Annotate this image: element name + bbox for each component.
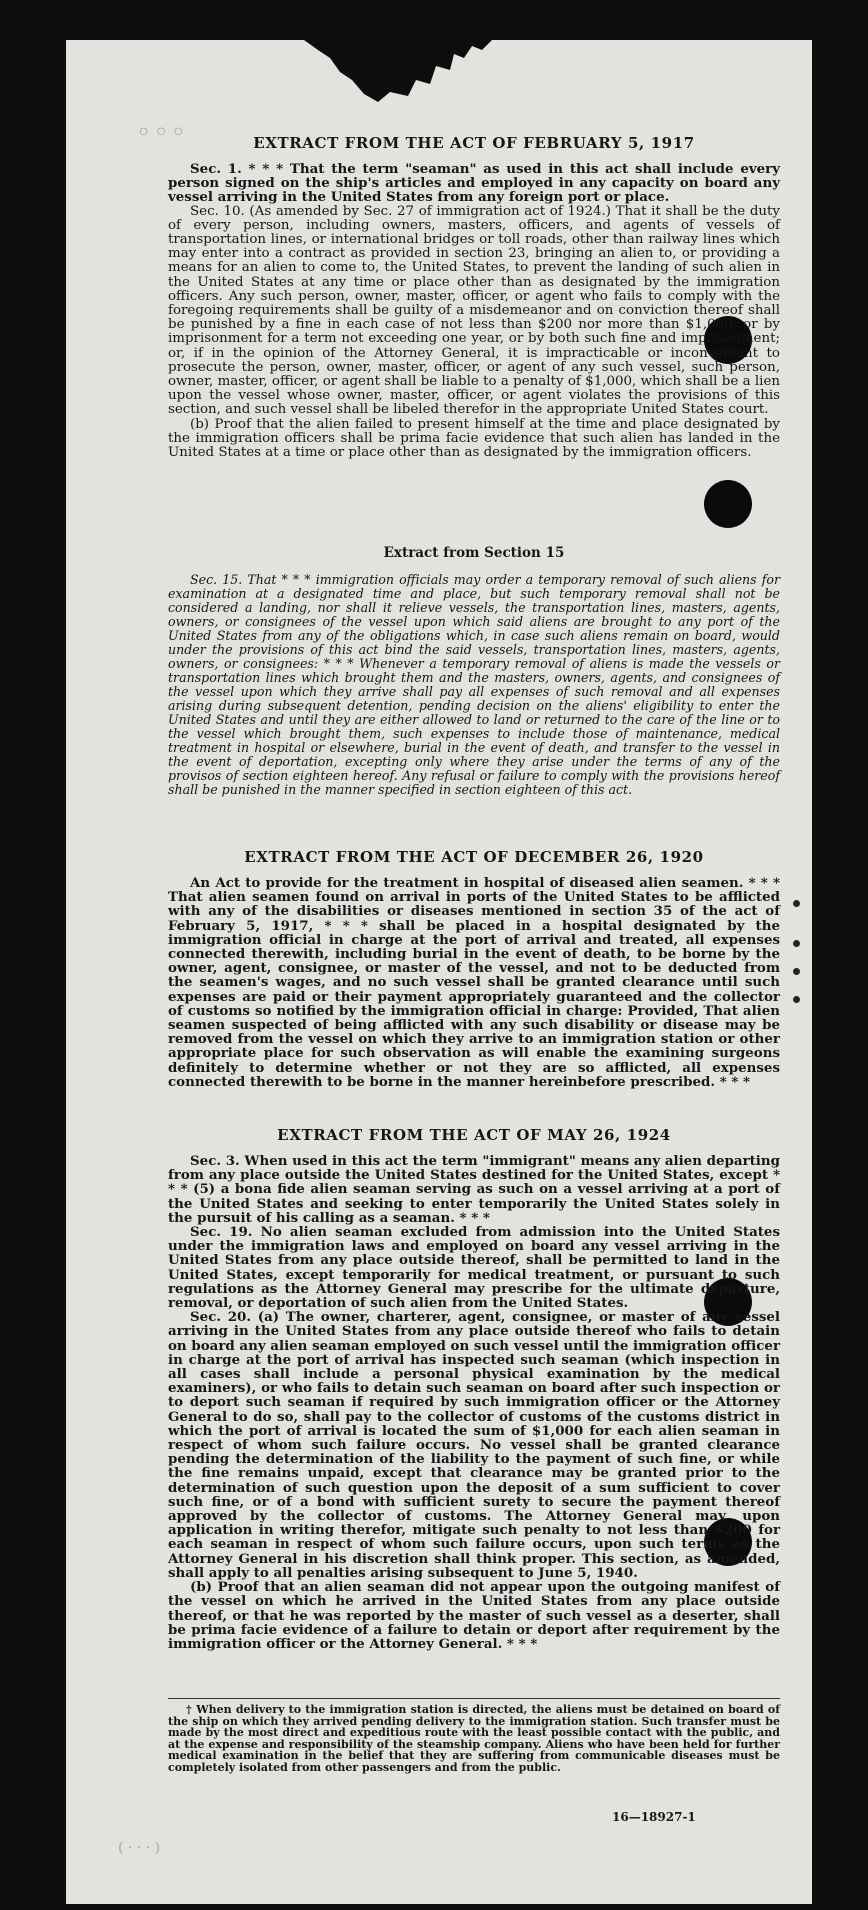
margin-dot bbox=[793, 940, 800, 947]
paragraph: (b) Proof that an alien seaman did not appear upon the outgoing manifest of the vessel on which he arrived in the United States from any place outside thereof, or that he was reported by the master of such vessel as a deserter, shall be prima facie evidence of a failure to detain or deport after requirement by the immigration officer or the Attorney General. * * * bbox=[168, 1579, 780, 1652]
punch-hole bbox=[704, 480, 752, 528]
section-may-1924 bbox=[168, 1126, 780, 1651]
footnote-text: † When delivery to the immigration station is directed, the aliens must be detained on board of the ship on which they arrived pending delivery to the immigration station. Such transfer must be made by the most direct and expeditious route with the least possible contact with the public, and at the expense and responsibility of the steamship company. Aliens who have been held for further medical examination in the belief that they are suffering from communicable diseases must be completely isolated from other passengers and from the public. bbox=[168, 1703, 780, 1774]
document-page bbox=[66, 40, 812, 1904]
paragraph: Sec. 10. (As amended by Sec. 27 of immigration act of 1924.) That it shall be the duty of every person, including owners, masters, officers, and agents of vessels of transportation lines, or international bridges or toll roads, other than railway lines which may enter into a contract as provided in section 23, bringing an alien to, or providing a means for an alien to come to, the United States, to prevent the landing of such alien in the United States at any time or place other than as designated by the immigration officers. Any such person, owner, master, officer, or agent who fails to comply with the foregoing requirements shall be guilty of a misdemeanor and on conviction thereof shall be punished by a fine in each case of not less than $200 nor more than $1,000, or by imprisonment for a term not exceeding one year, or by both such fine and imprisonment; or, if in the opinion of the Attorney General, it is impracticable or inconvenient to prosecute the person, owner, master, officer, or agent of any such vessel, such person, owner, master, officer, or agent shall be liable to a penalty of $1,000, which shall be a lien upon the vessel whose owner, master, officer, or agent violates the provisions of this section, and such vessel shall be libeled therefor in the appropriate United States court. bbox=[168, 203, 780, 418]
section-feb-1917 bbox=[168, 134, 780, 460]
margin-dot bbox=[793, 996, 800, 1003]
paragraph: (b) Proof that the alien failed to present himself at the time and place designated by the immigration officers shall be prima facie evidence that such alien has landed in the United States at a time or place other than as designated by the immigration officers. bbox=[168, 416, 780, 461]
paragraph: Sec. 19. No alien seaman excluded from admission into the United States under the immigration laws and employed on board any vessel arriving in the United States from any place outside thereof, shall be permitted to land in the United States, except temporarily for medical treatment, or pursuant to such regulations as the Attorney General may prescribe for the ultimate departure, removal, or deportation of such alien from the United States. bbox=[168, 1224, 780, 1312]
section-dec-1920 bbox=[168, 848, 780, 1089]
margin-dot bbox=[793, 968, 800, 975]
faded-mark: ◦◦◦ bbox=[136, 118, 189, 148]
section-heading: EXTRACT FROM THE ACT OF FEBRUARY 5, 1917 bbox=[253, 134, 695, 152]
paragraph: Sec. 3. When used in this act the term "immigrant" means any alien departing from any place outside the United States destined for the United States, except * * * (5) a bona fide alien seaman serving as such on a vessel arriving at a port of the United States and seeking to enter temporarily the United States solely in the pursuit of his calling as a seaman. * * * bbox=[168, 1153, 780, 1226]
margin-dot bbox=[793, 900, 800, 907]
section-heading: Extract from Section 15 bbox=[383, 545, 565, 561]
paragraph: Sec. 1. * * * That the term "seaman" as used in this act shall include every person signed on the ship's articles and employed in any capacity on board any vessel arriving in the United States from any foreign port or place. bbox=[168, 161, 780, 206]
section-heading: EXTRACT FROM THE ACT OF MAY 26, 1924 bbox=[277, 1126, 671, 1144]
faded-stamp: ( · · · ) bbox=[118, 1840, 161, 1856]
footnote-rule bbox=[168, 1698, 780, 1699]
paragraph: An Act to provide for the treatment in hospital of diseased alien seamen. * * * That alien seamen found on arrival in ports of the United States to be afflicted with any of the disabilities or diseases mentioned in section 35 of the act of February 5, 1917, * * * shall be placed in a hospital designated by the immigration official in charge at the port of arrival and treated, all expenses connected therewith, including burial in the event of death, to be borne by the owner, agent, consignee, or master of the vessel, and not to be deducted from the seamen's wages, and no such vessel shall be granted clearance until such expenses are paid or their payment appropriately guaranteed and the collector of customs so notified by the immigration official in charge: Provided, That alien seamen suspected of being afflicted with any such disability or disease may be removed from the vessel on which they arrive to an immigration station or other appropriate place for such observation as will enable the examining surgeons definitely to determine whether or not they are so afflicted, all expenses connected therewith to be borne in the manner hereinbefore prescribed. * * * bbox=[168, 875, 780, 1090]
paragraph: Sec. 20. (a) The owner, charterer, agent, consignee, or master of any vessel arriving in the United States from any place outside thereof who fails to detain on board any alien seaman employed on such vessel until the immigration officer in charge at the port of arrival has inspected such seaman (which inspection in all cases shall include a personal physical examination by the medical examiners), or who fails to detain such seaman on board after such inspection or to deport such seaman if required by such immigration officer or the Attorney General to do so, shall pay to the collector of customs of the customs district in which the port of arrival is located the sum of $1,000 for each alien seaman in respect of whom such failure occurs. No vessel shall be granted clearance pending the determination of the liability to the payment of such fine, or while the fine remains unpaid, except that clearance may be granted prior to the determination of such question upon the deposit of a sum sufficient to cover such fine, or of a bond with sufficient surety to secure the payment thereof approved by the collector of customs. The Attorney General may, upon application in writing therefor, mitigate such penalty to not less than $200 for each seaman in respect of whom such failure occurs, upon such terms as the Attorney General in his discretion shall think proper. This section, as amended, shall apply to all penalties arising subsequent to June 5, 1940. bbox=[168, 1309, 780, 1581]
section-heading: EXTRACT FROM THE ACT OF DECEMBER 26, 1920 bbox=[244, 848, 704, 866]
paragraph: Sec. 15. That * * * immigration officials may order a temporary removal of such aliens for examination at a designated time and place, but such temporary removal shall not be considered a landing, nor shall it relieve vessels, the transportation lines, masters, agents, owners, or consignees of the vessel upon which said aliens are brought to any port of the United States from any of the obligations which, in case such aliens remain on board, would under the provisions of this act bind the said vessels, transportation lines, masters, agents, owners, or consignees: * * * Whenever a temporary removal of aliens is made the vessels or transportation lines which brought them and the masters, owners, agents, and consignees of the vessel upon which they arrive shall pay all expenses of such removal and all expenses arising during subsequent detention, pending decision on the aliens' eligibility to enter the United States and until they are either allowed to land or returned to the care of the line or to the vessel which brought them, such expenses to include those of maintenance, medical treatment in hospital or elsewhere, burial in the event of death, and transfer to the vessel in the event of deportation, excepting only where they arise under the terms of any of the provisos of section eighteen hereof. Any refusal or failure to comply with the provisions hereof shall be punished in the manner specified in section eighteen of this act. bbox=[168, 572, 780, 797]
section-15 bbox=[168, 545, 780, 797]
form-number: 16—18927-1 bbox=[612, 1810, 696, 1824]
torn-edge bbox=[304, 40, 492, 110]
footnote bbox=[168, 1704, 780, 1774]
